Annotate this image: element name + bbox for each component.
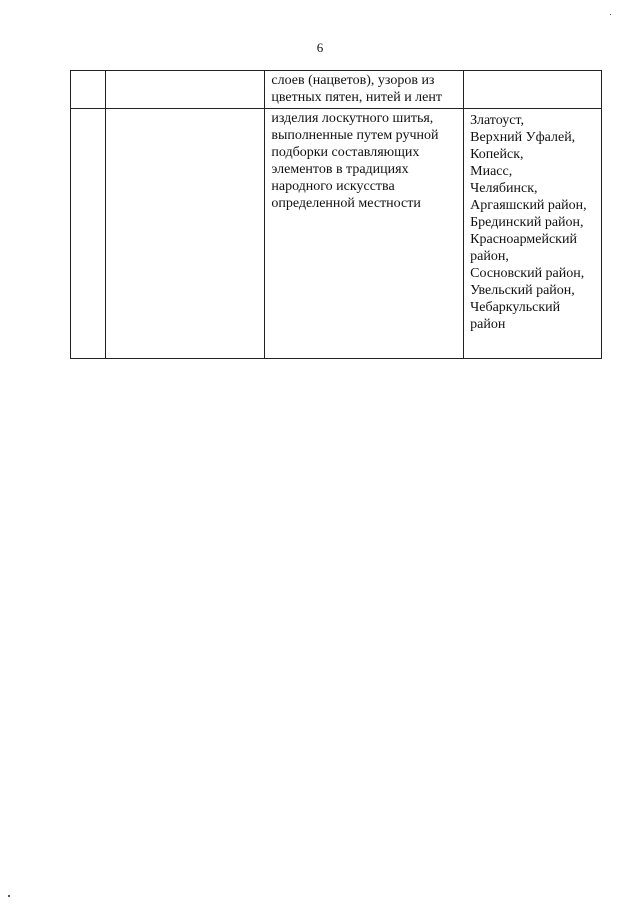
- table-cell-category: [105, 109, 265, 359]
- table-row: [71, 71, 602, 109]
- table-row: [71, 109, 602, 359]
- product-description-line: слоев (нацветов), узоров из: [271, 73, 435, 88]
- product-description-line: определенной местности: [271, 196, 421, 211]
- region-line: Челябинск,: [470, 181, 538, 196]
- table-cell-number: [71, 109, 106, 359]
- region-line: Аргаяшский район,: [470, 198, 587, 213]
- scan-speck: [610, 14, 611, 15]
- product-description-line: элементов в традициях: [271, 162, 409, 177]
- table-cell-category: [105, 71, 265, 109]
- region-line: Чебаркульский: [470, 300, 561, 315]
- product-description-line: изделия лоскутного шитья,: [271, 111, 434, 126]
- table-cell-regions: [464, 71, 602, 109]
- product-description-line: народного искусства: [271, 179, 395, 194]
- region-line: Миасс,: [470, 164, 513, 179]
- region-line: район,: [470, 249, 509, 264]
- region-line: Копейск,: [470, 147, 524, 162]
- table-cell-regions: [464, 109, 602, 359]
- product-description-line: подборки составляющих: [271, 145, 420, 160]
- table-cell-number: [71, 71, 106, 109]
- region-line: Брединский район,: [470, 215, 584, 230]
- region-line: Верхний Уфалей,: [470, 130, 576, 145]
- region-line: Златоуст,: [470, 113, 524, 128]
- product-description-line: цветных пятен, нитей и лент: [271, 90, 442, 105]
- table-cell-product-description: [265, 109, 464, 359]
- region-line: район: [470, 317, 506, 332]
- region-line: Красноармейский: [470, 232, 577, 247]
- product-description-line: выполненные путем ручной: [271, 128, 439, 143]
- scan-speck: [8, 895, 10, 897]
- region-line: Увельский район,: [470, 283, 575, 298]
- document-table: [70, 70, 602, 359]
- region-line: Сосновский район,: [470, 266, 585, 281]
- table-cell-product-description: [265, 71, 464, 109]
- page-number: 6: [316, 40, 324, 55]
